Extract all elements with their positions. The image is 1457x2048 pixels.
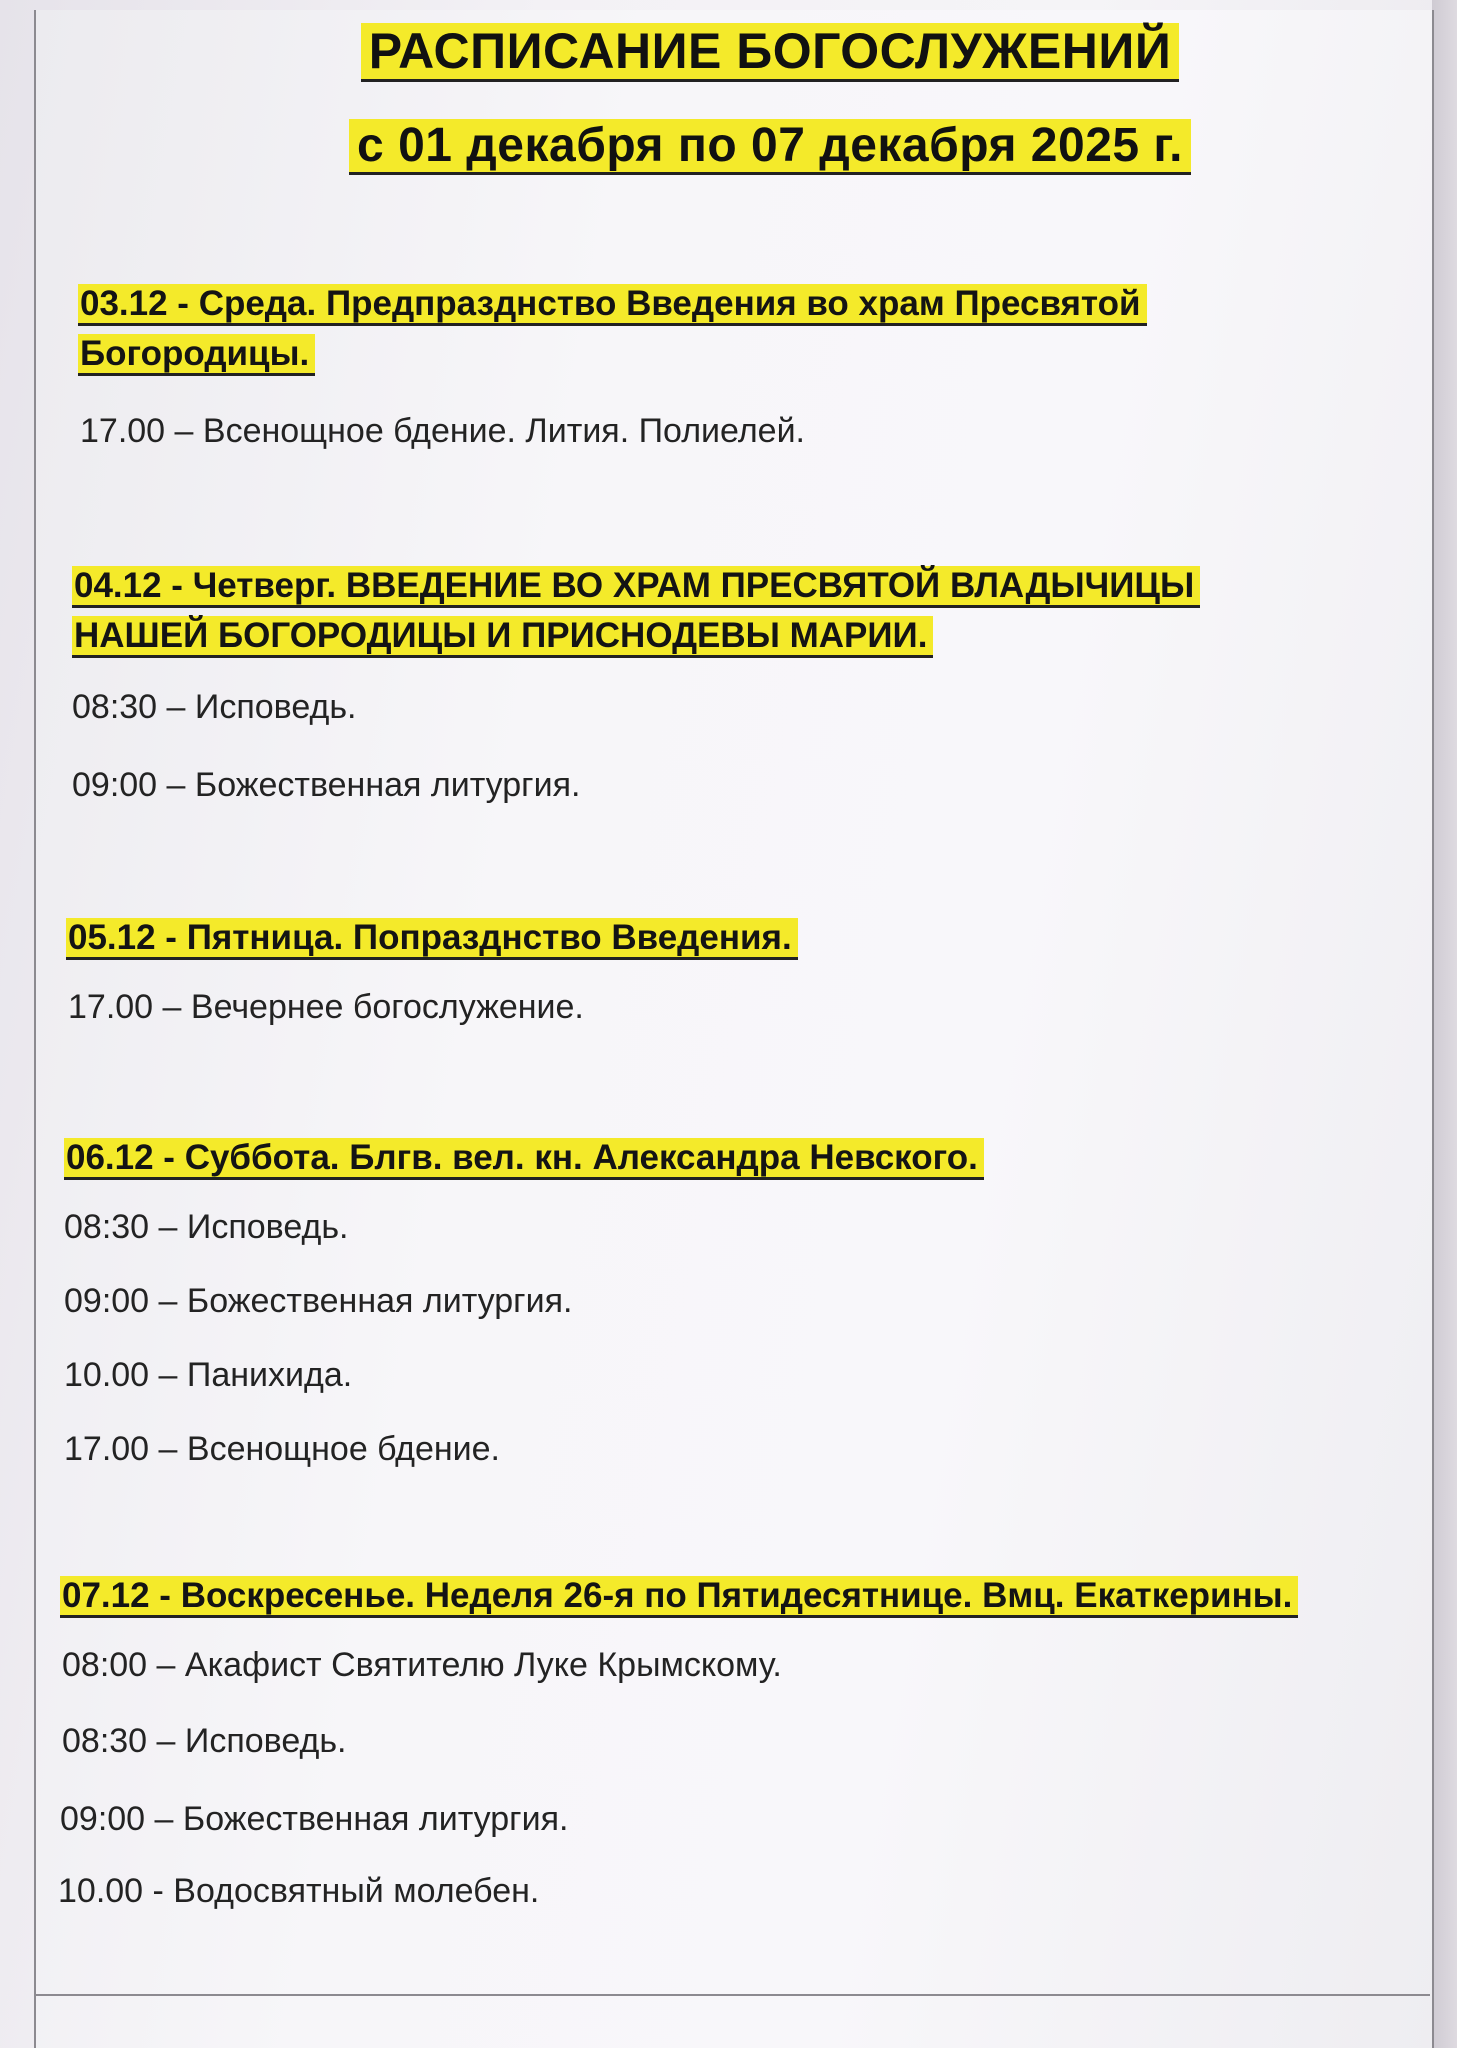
- day-heading-line: 07.12 - Воскресенье. Неделя 26-я по Пятидесятнице. Вмц. Екаткерины.: [60, 1576, 1298, 1618]
- day-heading: [78, 282, 1147, 326]
- day-heading-line: 06.12 - Суббота. Блгв. вел. кн. Александра Невского.: [64, 1138, 984, 1180]
- service-item: 10.00 – Панихида.: [64, 1356, 353, 1394]
- day-heading: [78, 332, 315, 376]
- page-title-text: РАСПИСАНИЕ БОГОСЛУЖЕНИЙ: [361, 23, 1180, 82]
- day-heading: [72, 614, 933, 658]
- page-title: [0, 22, 1457, 80]
- day-heading: [64, 1136, 984, 1180]
- day-heading-line: НАШЕЙ БОГОРОДИЦЫ И ПРИСНОДЕВЫ МАРИИ.: [72, 616, 933, 658]
- date-range: [0, 118, 1457, 173]
- service-item: 09:00 – Божественная литургия.: [64, 1282, 573, 1320]
- day-heading-line: 03.12 - Среда. Предпразднство Введения во храм Пресвятой: [78, 284, 1147, 326]
- sheet-bottom-border: [34, 1994, 1430, 1996]
- service-item: 17.00 – Вечернее богослужение.: [68, 988, 584, 1026]
- day-heading: [66, 916, 798, 960]
- service-item: 08:30 – Исповедь.: [72, 688, 357, 726]
- service-item: 08:30 – Исповедь.: [64, 1208, 349, 1246]
- day-heading-line: 05.12 - Пятница. Попразднство Введения.: [66, 918, 798, 960]
- service-item: 08:30 – Исповедь.: [62, 1722, 347, 1760]
- service-item: 17.00 – Всенощное бдение. Лития. Полиелей.: [80, 412, 806, 450]
- service-item: 09:00 – Божественная литургия.: [72, 766, 581, 804]
- service-item: 10.00 - Водосвятный молебен.: [58, 1872, 540, 1910]
- service-item: 17.00 – Всенощное бдение.: [64, 1430, 500, 1468]
- day-heading-line: Богородицы.: [78, 334, 315, 376]
- service-item: 09:00 – Божественная литургия.: [60, 1800, 569, 1838]
- background-edge: [1432, 0, 1457, 2048]
- day-heading: [72, 564, 1200, 608]
- day-heading-line: 04.12 - Четверг. ВВЕДЕНИЕ ВО ХРАМ ПРЕСВЯТОЙ ВЛАДЫЧИЦЫ: [72, 566, 1200, 608]
- day-heading: [60, 1574, 1298, 1618]
- date-range-text: с 01 декабря по 07 декабря 2025 г.: [349, 119, 1191, 175]
- service-item: 08:00 – Акафист Святителю Луке Крымскому.: [62, 1646, 782, 1684]
